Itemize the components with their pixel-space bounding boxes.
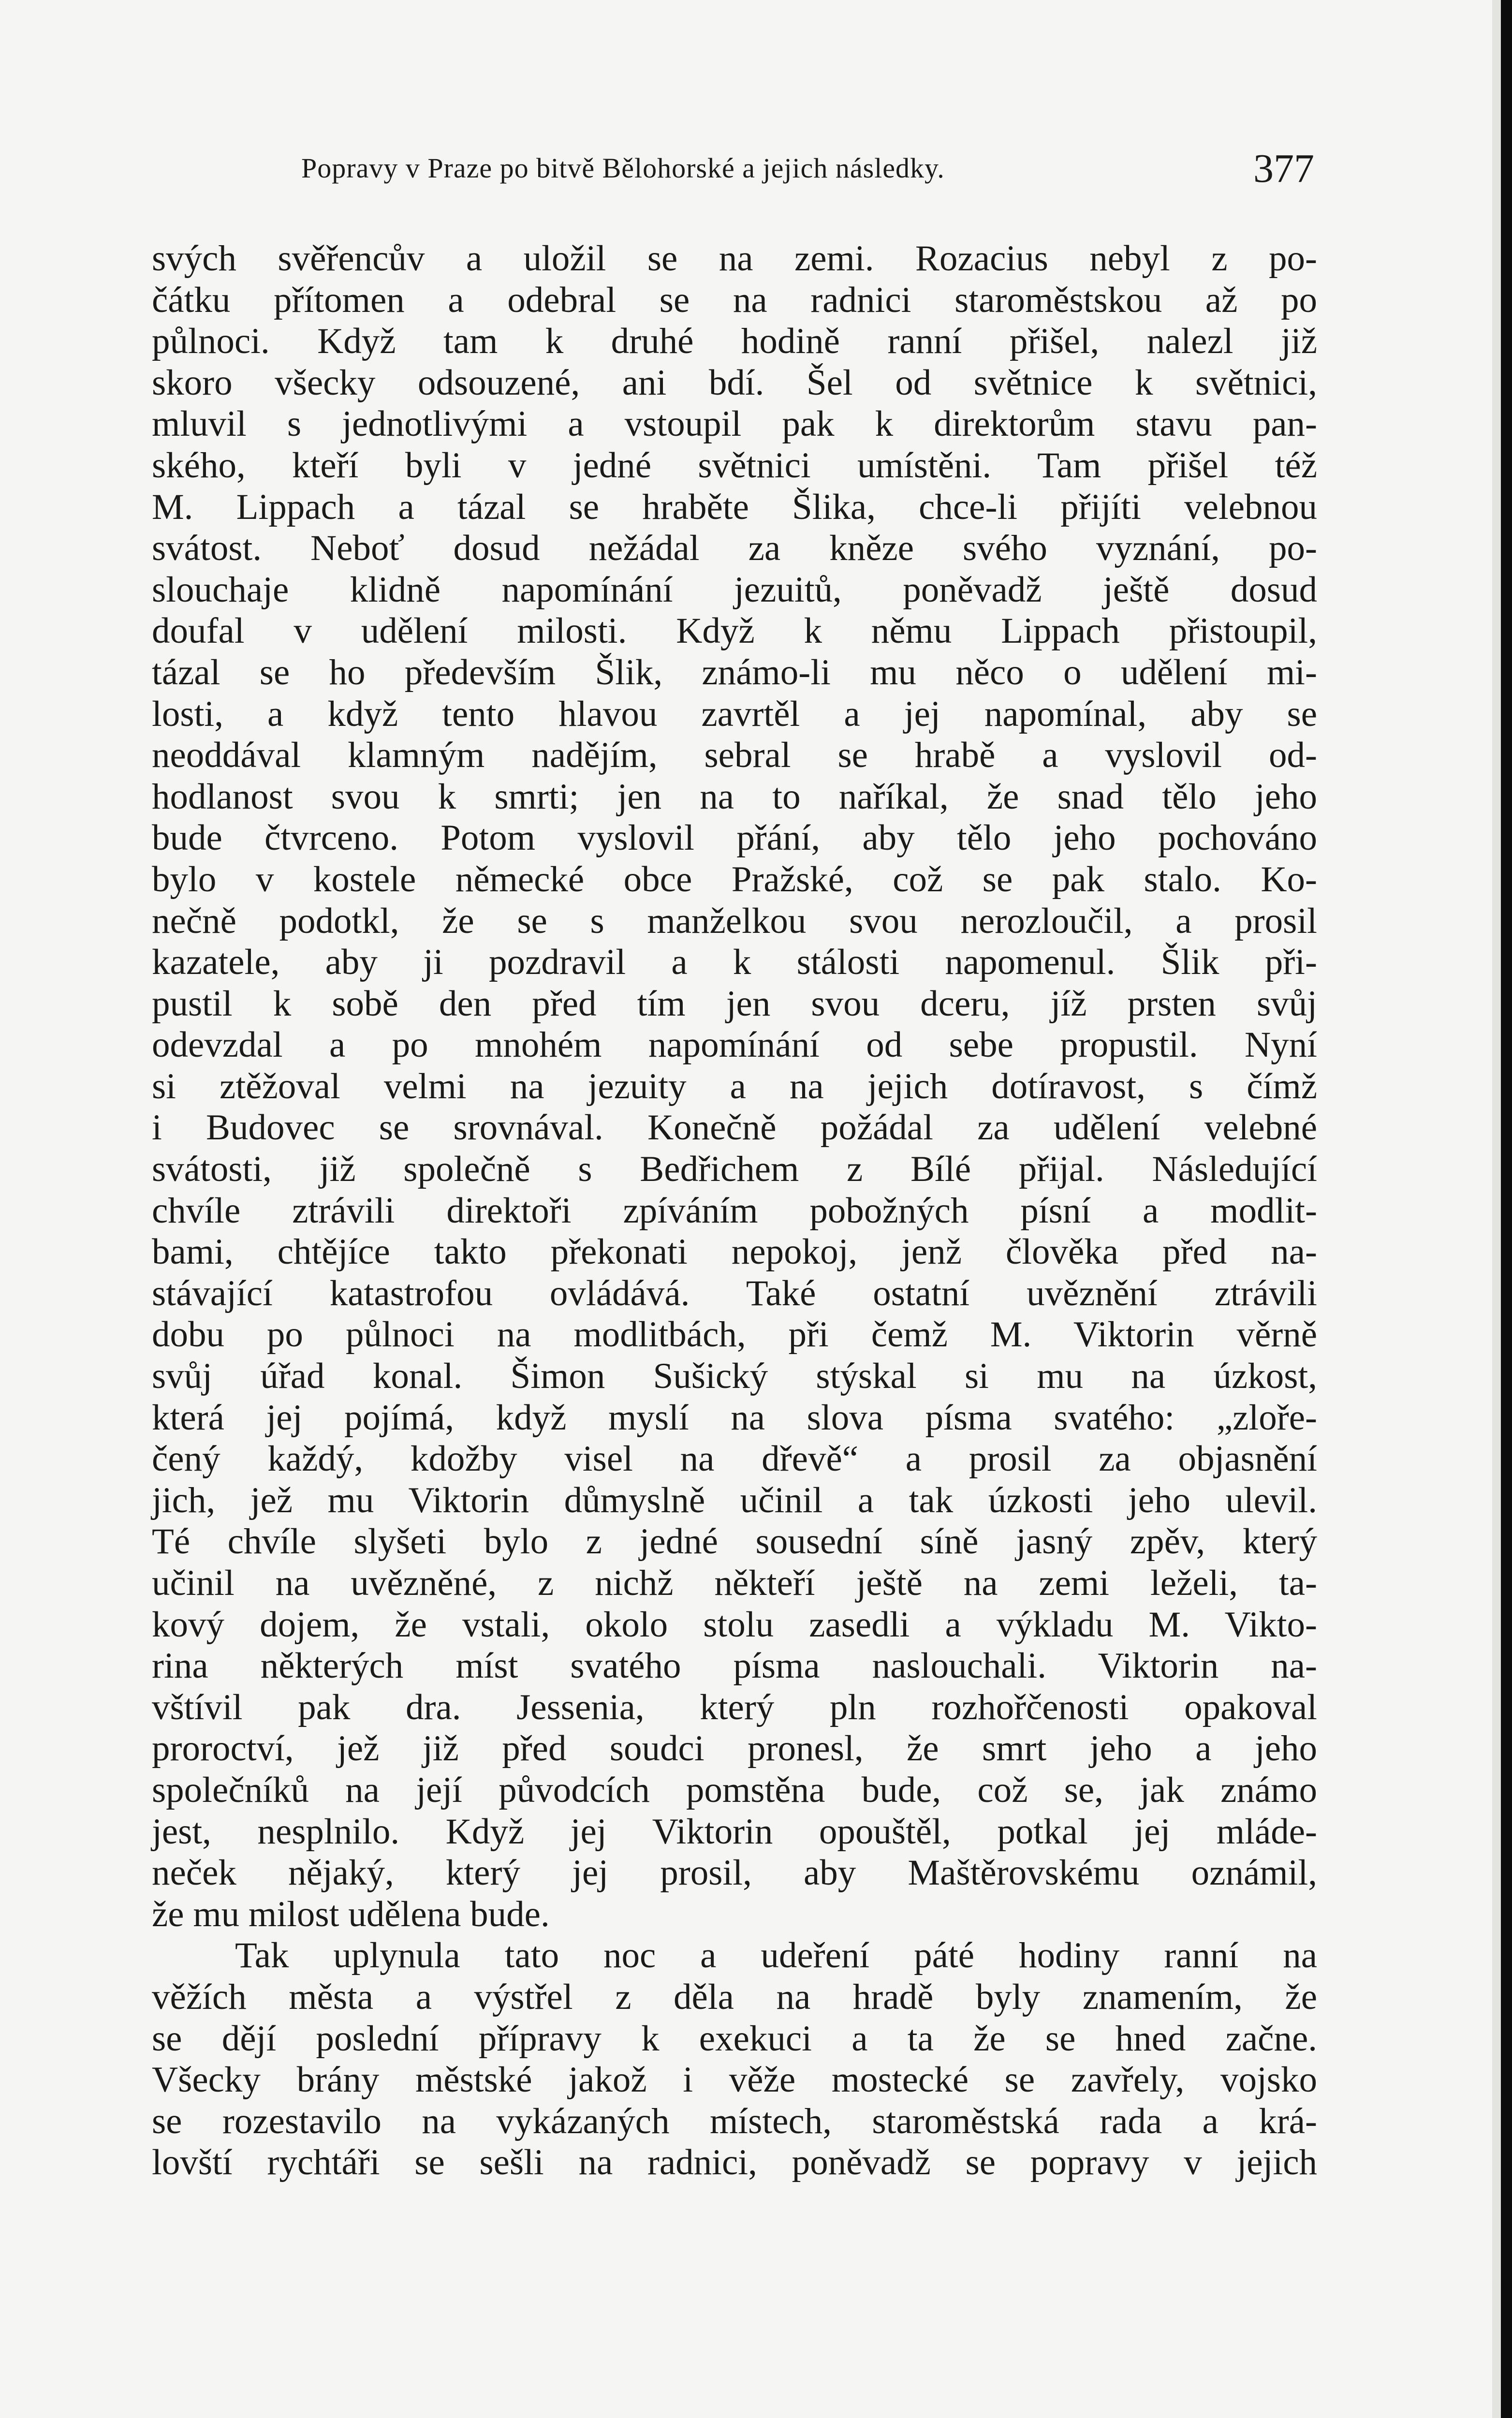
text-line: bylo v kostele německé obce Pražské, což se pak stalo. Ko- xyxy=(152,859,1317,899)
text-line: Té chvíle slyšeti bylo z jedné sousední síně jasný zpěv, který xyxy=(152,1521,1317,1562)
text-line: půlnoci. Když tam k druhé hodině ranní přišel, nalezl již xyxy=(152,321,1317,362)
text-line: kový dojem, že vstali, okolo stolu zasedli a výkladu M. Vikto- xyxy=(152,1604,1317,1645)
body-text xyxy=(152,238,1317,2183)
text-line: Tak uplynula tato noc a udeření páté hodiny ranní na xyxy=(235,1935,1317,1976)
text-line: ského, kteří byli v jedné světnici umístěni. Tam přišel též xyxy=(152,445,1317,486)
text-line: čátku přítomen a odebral se na radnici staroměstskou až po xyxy=(152,280,1317,320)
text-line: svátosti, již společně s Bedřichem z Bílé přijal. Následující xyxy=(152,1149,1317,1190)
text-line: doufal v udělení milosti. Když k němu Lippach přistoupil, xyxy=(152,611,1317,651)
text-line: rina některých míst svatého písma naslouchali. Viktorin na- xyxy=(152,1646,1317,1686)
text-line: proroctví, jež již před soudci pronesl, že smrt jeho a jeho xyxy=(152,1728,1317,1769)
text-line: stávající katastrofou ovládává. Také ostatní uvěznění ztrávili xyxy=(152,1273,1317,1313)
text-line: že mu milost udělena bude. xyxy=(152,1894,550,1934)
text-line: lovští rychtáři se sešli na radnici, poněvadž se popravy v jejich xyxy=(152,2142,1317,2183)
text-line: neoddával klamným nadějím, sebral se hrabě a vyslovil od- xyxy=(152,735,1317,776)
text-line: jest, nesplnilo. Když jej Viktorin opouštěl, potkal jej mláde- xyxy=(152,1811,1317,1852)
text-line: odevzdal a po mnohém napomínání od sebe propustil. Nyní xyxy=(152,1025,1317,1065)
text-line: se dějí poslední přípravy k exekuci a ta že se hned začne. xyxy=(152,2018,1317,2059)
text-line: kazatele, aby ji pozdravil a k stálosti napomenul. Šlik při- xyxy=(152,942,1317,983)
scan-border xyxy=(1501,0,1512,2418)
running-header xyxy=(301,145,1314,189)
text-line: učinil na uvězněné, z nichž někteří ještě na zemi leželi, ta- xyxy=(152,1563,1317,1603)
text-line: pustil k sobě den před tím jen svou dceru, jíž prsten svůj xyxy=(152,983,1317,1024)
page-number: 377 xyxy=(1253,146,1314,191)
text-line: chvíle ztrávili direktoři zpíváním pobožných písní a modlit- xyxy=(152,1190,1317,1231)
text-line: která jej pojímá, když myslí na slova písma svatého: „zlořе- xyxy=(152,1397,1317,1438)
text-line: se rozestavilo na vykázaných místech, staroměstská rada a krá- xyxy=(152,2101,1317,2141)
page-edge-shadow xyxy=(1492,0,1501,2418)
text-line: čený každý, kdožby visel na dřevě“ a prosil za objasnění xyxy=(152,1439,1317,1479)
paragraph xyxy=(152,1935,1317,2183)
text-line: bude čtvrceno. Potom vyslovil přání, aby tělo jeho pochováno xyxy=(152,818,1317,858)
text-line: mluvil s jednotlivými a vstoupil pak k direktorům stavu pan- xyxy=(152,404,1317,444)
text-line: i Budovec se srovnával. Konečně požádal za udělení velebné xyxy=(152,1107,1317,1148)
text-line: M. Lippach a tázal se hraběte Šlika, chce-li přijíti velebnou xyxy=(152,487,1317,527)
text-line: vštívil pak dra. Jessenia, který pln rozhořčenosti opakoval xyxy=(152,1687,1317,1727)
text-line: svátost. Neboť dosud nežádal za kněze svého vyznání, po- xyxy=(152,528,1317,569)
text-line: hodlanost svou k smrti; jen na to naříkal, že snad tělo jeho xyxy=(152,776,1317,817)
text-line: si ztěžoval velmi na jezuity a na jejich dotíravost, s čímž xyxy=(152,1066,1317,1106)
text-line: nečně podotkl, že se s manželkou svou nerozloučil, a prosil xyxy=(152,900,1317,941)
text-line: neček nějaký, který jej prosil, aby Maštěrovskému oznámil, xyxy=(152,1853,1317,1893)
text-line: slouchaje klidně napomínání jezuitů, poněvadž ještě dosud xyxy=(152,569,1317,610)
text-line: losti, a když tento hlavou zavrtěl a jej napomínal, aby se xyxy=(152,693,1317,734)
text-line: dobu po půlnoci na modlitbách, při čemž M. Viktorin věrně xyxy=(152,1314,1317,1355)
text-line: svých svěřencův a uložil se na zemi. Rozacius nebyl z po- xyxy=(152,238,1317,279)
text-line: skoro všecky odsouzené, ani bdí. Šel od světnice k světnici, xyxy=(152,362,1317,403)
text-line: svůj úřad konal. Šimon Sušický stýskal si mu na úzkost, xyxy=(152,1356,1317,1397)
running-title: Popravy v Praze po bitvě Bělohorské a jejich následky. xyxy=(301,152,945,184)
text-line: jich, jež mu Viktorin důmyslně učinil a tak úzkosti jeho ulevil. xyxy=(152,1480,1317,1520)
text-line: tázal se ho především Šlik, známo-li mu něco o udělení mi- xyxy=(152,652,1317,693)
text-line: bami, chtějíce takto překonati nepokoj, jenž člověka před na- xyxy=(152,1232,1317,1272)
text-line: společníků na její původcích pomstěna bude, což se, jak známo xyxy=(152,1769,1317,1810)
paragraph xyxy=(152,238,1317,1935)
text-line: Všecky brány městské jakož i věže mostecké se zavřely, vojsko xyxy=(152,2060,1317,2100)
text-line: věžích města a výstřel z děla na hradě byly znamením, že xyxy=(152,1976,1317,2017)
